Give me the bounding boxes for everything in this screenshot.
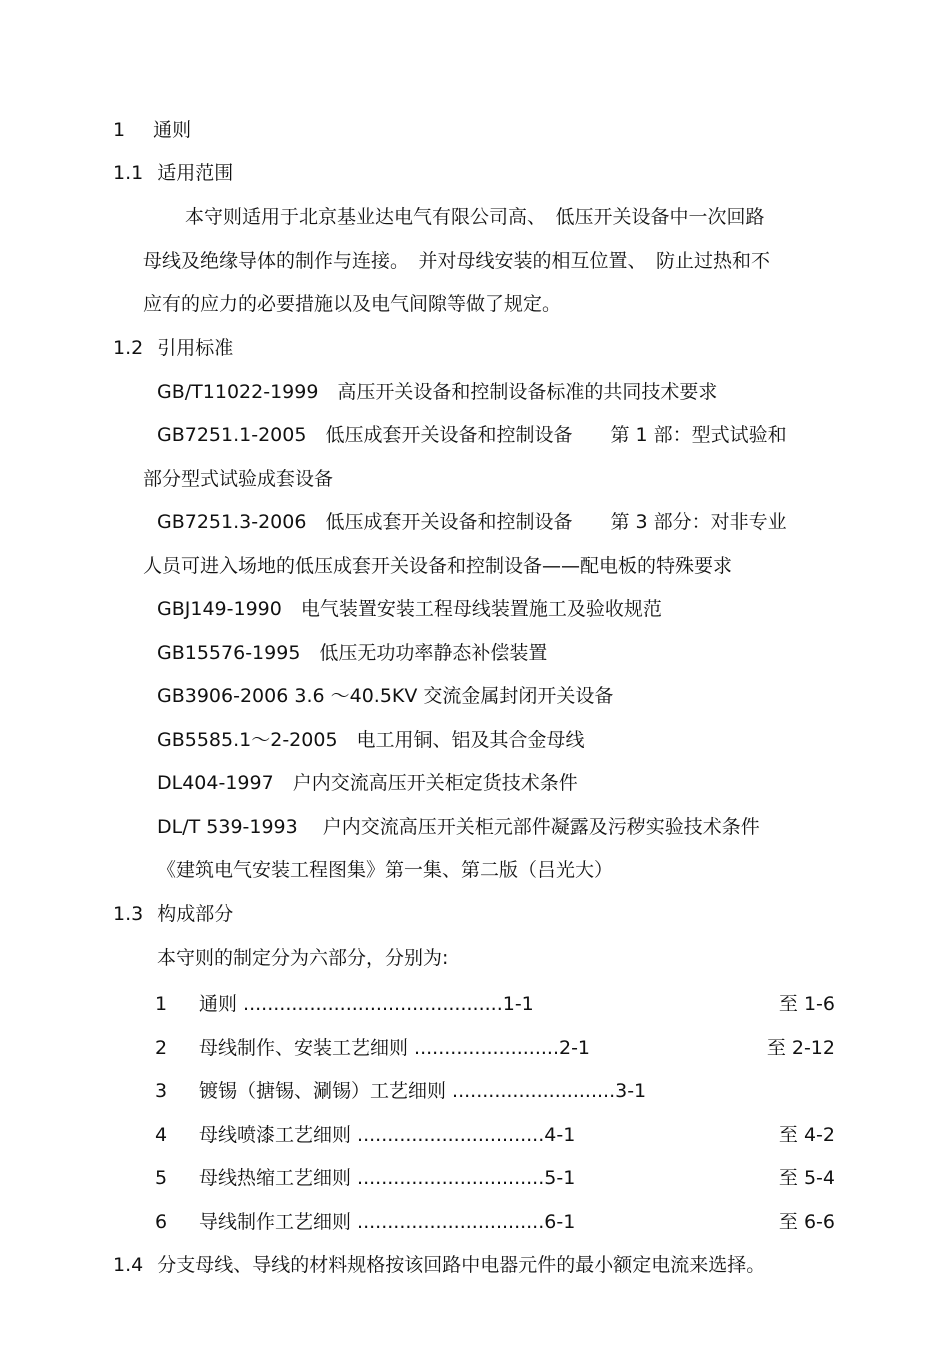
standard-item: GB15576-1995 低压无功功率静态补偿装置: [157, 642, 548, 664]
section-number: 1.2: [113, 337, 144, 359]
standard-item-continued: 人员可进入场地的低压成套开关设备和控制设备——配电板的特殊要求: [143, 555, 733, 577]
section-text: 分支母线、导线的材料规格按该回路中电器元件的最小额定电流来选择。: [157, 1254, 766, 1276]
toc-number: 4: [155, 1124, 168, 1146]
toc-title: 母线制作、安装工艺细则 ........................2-1: [199, 1037, 591, 1059]
standard-item: 《建筑电气安装工程图集》第一集、第二版（吕光大）: [157, 859, 614, 881]
standard-item: GB5585.1～2-2005 电工用铜、铝及其合金母线: [157, 729, 585, 751]
standard-item-continued: 部分型式试验成套设备: [143, 468, 334, 490]
section-1-4-line: [113, 1253, 765, 1277]
standard-item: GBJ149-1990 电气装置安装工程母线装置施工及验收规范: [157, 598, 662, 620]
toc-title: 镀锡（搪锡、涮锡）工艺细则 ...........................3-1: [199, 1080, 647, 1102]
standard-item: GB/T11022-1999 高压开关设备和控制设备标准的共同技术要求: [157, 381, 718, 403]
standard-item: DL/T 539-1993 户内交流高压开关柜元部件凝露及污秽实验技术条件: [157, 816, 760, 838]
toc-title: 通则 ...........................................1-1: [199, 993, 534, 1015]
toc-number: 1: [155, 993, 168, 1015]
toc-page-end: 至 2-12: [766, 1037, 835, 1059]
section-title: 引用标准: [157, 337, 234, 359]
toc-title: 母线喷漆工艺细则 ...............................4-1: [199, 1124, 576, 1146]
standard-item: GB3906-2006 3.6 ～40.5KV 交流金属封闭开关设备: [157, 685, 614, 707]
paragraph-line: 应有的应力的必要措施以及电气间隙等做了规定。: [143, 293, 562, 315]
toc-title: 母线热缩工艺细则 ...............................5-1: [199, 1167, 576, 1189]
toc-number: 5: [155, 1167, 168, 1189]
section-title: 通则: [153, 119, 192, 141]
standard-item: GB7251.1-2005 低压成套开关设备和控制设备 第 1 部：型式试验和: [157, 424, 787, 446]
toc-page-end: 至 1-6: [778, 993, 835, 1015]
toc-page-end: 至 4-2: [778, 1124, 835, 1146]
section-1-heading: [113, 118, 191, 142]
section-1-3-heading: [113, 902, 233, 926]
toc-number: 6: [155, 1211, 168, 1233]
section-title: 适用范围: [157, 162, 234, 184]
section-number: 1: [113, 119, 126, 141]
section-title: 构成部分: [157, 903, 234, 925]
toc-title: 导线制作工艺细则 ...............................6-1: [199, 1211, 576, 1233]
section-number: 1.1: [113, 162, 144, 184]
section-number: 1.4: [113, 1254, 144, 1276]
section-1-2-heading: [113, 336, 233, 360]
section-1-1-heading: [113, 161, 233, 185]
toc-page-end: 至 6-6: [778, 1211, 835, 1233]
toc-number: 2: [155, 1037, 168, 1059]
toc-number: 3: [155, 1080, 168, 1102]
standard-item: GB7251.3-2006 低压成套开关设备和控制设备 第 3 部分：对非专业: [157, 511, 787, 533]
standard-item: DL404-1997 户内交流高压开关柜定货技术条件: [157, 772, 578, 794]
paragraph-line: 本守则适用于北京基业达电气有限公司高、 低压开关设备中一次回路: [185, 206, 765, 228]
section-number: 1.3: [113, 903, 144, 925]
toc-page-end: 至 5-4: [778, 1167, 835, 1189]
paragraph-line: 母线及绝缘导体的制作与连接。 并对母线安装的相互位置、 防止过热和不: [143, 250, 771, 272]
section-intro: 本守则的制定分为六部分，分别为:: [157, 947, 449, 969]
